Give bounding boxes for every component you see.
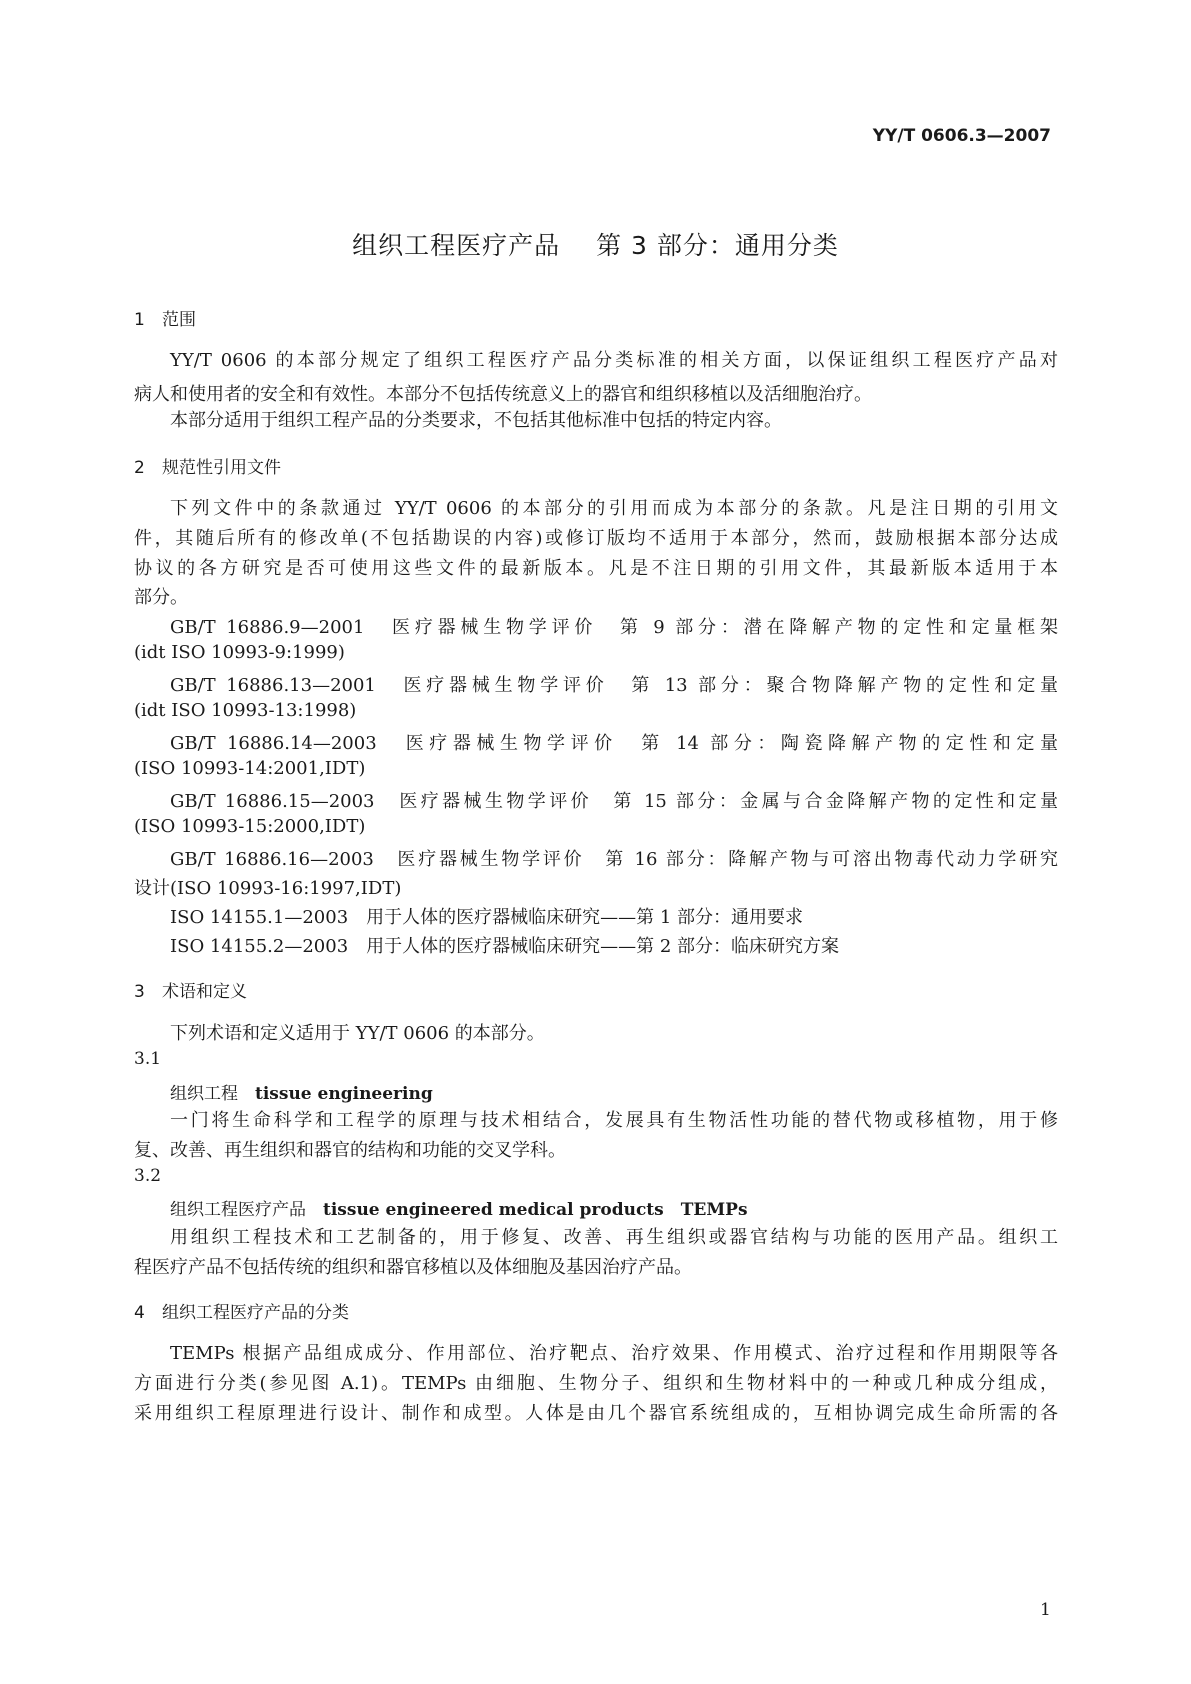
term-3-2-definition-line-2: 程医疗产品不包括传统的组织和器官移植以及体细胞及基因治疗产品。 [134, 1257, 692, 1278]
section-2-para-line-4: 部分。 [134, 587, 188, 608]
reference-4-line-1: GB/T 16886.15—2003 医疗器械生物学评价 第 15 部分：金属与合金降解产物的定性和定量 [170, 791, 1058, 812]
term-3-1-definition-line-1: 一门将生命科学和工程学的原理与技术相结合，发展具有生物活性功能的替代物或移植物，用于修 [170, 1110, 1058, 1131]
reference-iso-14155-1: ISO 14155.1—2003 用于人体的医疗器械临床研究——第 1 部分：通用要求 [170, 907, 804, 928]
reference-2-line-2: (idt ISO 10993-13:1998) [134, 700, 357, 721]
section-4-heading: 4 组织工程医疗产品的分类 [134, 1303, 349, 1323]
reference-5-line-2: 设计(ISO 10993-16:1997,IDT) [134, 878, 402, 899]
section-4-para-line-1: TEMPs 根据产品组成成分、作用部位、治疗靶点、治疗效果、作用模式、治疗过程和作用期限等各 [170, 1343, 1058, 1364]
section-2-para-line-1: 下列文件中的条款通过 YY/T 0606 的本部分的引用而成为本部分的条款。凡是注日期的引用文 [170, 498, 1058, 519]
term-3-2-definition-line-1: 用组织工程技术和工艺制备的，用于修复、改善、再生组织或器官结构与功能的医用产品。组织工 [170, 1227, 1058, 1248]
reference-4-line-2: (ISO 10993-15:2000,IDT) [134, 816, 366, 837]
section-1-para-1-line-2: 病人和使用者的安全和有效性。本部分不包括传统意义上的器官和组织移植以及活细胞治疗。 [134, 384, 872, 405]
reference-1-line-2: (idt ISO 10993-9:1999) [134, 642, 345, 663]
term-3-1-number: 3.1 [134, 1049, 162, 1069]
section-2-para-line-2: 件，其随后所有的修改单(不包括勘误的内容)或修订版均不适用于本部分，然而，鼓励根据本部分达成 [134, 528, 1058, 549]
standard-number: YY/T 0606.3—2007 [872, 126, 1051, 146]
section-3-heading: 3 术语和定义 [134, 982, 247, 1002]
section-2-para-line-3: 协议的各方研究是否可使用这些文件的最新版本。凡是不注日期的引用文件，其最新版本适用于本 [134, 558, 1058, 579]
section-1-para-1-line-1: YY/T 0606 的本部分规定了组织工程医疗产品分类标准的相关方面，以保证组织工程医疗产品对 [170, 350, 1058, 371]
term-3-1-title: 组织工程 tissue engineering [170, 1084, 433, 1104]
reference-3-line-1: GB/T 16886.14—2003 医疗器械生物学评价 第 14 部分：陶瓷降解产物的定性和定量 [170, 733, 1058, 754]
section-3-intro: 下列术语和定义适用于 YY/T 0606 的本部分。 [170, 1023, 545, 1044]
title-main: 组织工程医疗产品 [352, 231, 561, 260]
reference-5-line-1: GB/T 16886.16—2003 医疗器械生物学评价 第 16 部分：降解产物与可溶出物毒代动力学研究 [170, 849, 1058, 870]
section-2-heading: 2 规范性引用文件 [134, 458, 281, 478]
section-1-para-2: 本部分适用于组织工程产品的分类要求，不包括其他标准中包括的特定内容。 [170, 410, 782, 431]
reference-iso-14155-2: ISO 14155.2—2003 用于人体的医疗器械临床研究——第 2 部分：临床研究方案 [170, 936, 840, 957]
section-1-heading: 1 范围 [134, 310, 196, 330]
reference-1-line-1: GB/T 16886.9—2001 医疗器械生物学评价 第 9 部分：潜在降解产物的定性和定量框架 [170, 617, 1058, 638]
section-4-para-line-3: 采用组织工程原理进行设计、制作和成型。人体是由几个器官系统组成的，互相协调完成生命所需的各 [134, 1403, 1058, 1424]
section-4-para-line-2: 方面进行分类(参见图 A.1)。TEMPs 由细胞、生物分子、组织和生物材料中的一种或几种成分组成， [134, 1373, 1058, 1394]
document-title [0, 226, 1191, 262]
term-3-2-number: 3.2 [134, 1166, 162, 1186]
reference-2-line-1: GB/T 16886.13—2001 医疗器械生物学评价 第 13 部分：聚合物降解产物的定性和定量 [170, 675, 1058, 696]
term-3-1-definition-line-2: 复、改善、再生组织和器官的结构和功能的交叉学科。 [134, 1140, 566, 1161]
page-number: 1 [1040, 1600, 1051, 1620]
reference-3-line-2: (ISO 10993-14:2001,IDT) [134, 758, 366, 779]
title-part: 第 3 部分：通用分类 [596, 231, 839, 260]
term-3-2-title: 组织工程医疗产品 tissue engineered medical products TEMPs [170, 1200, 748, 1220]
